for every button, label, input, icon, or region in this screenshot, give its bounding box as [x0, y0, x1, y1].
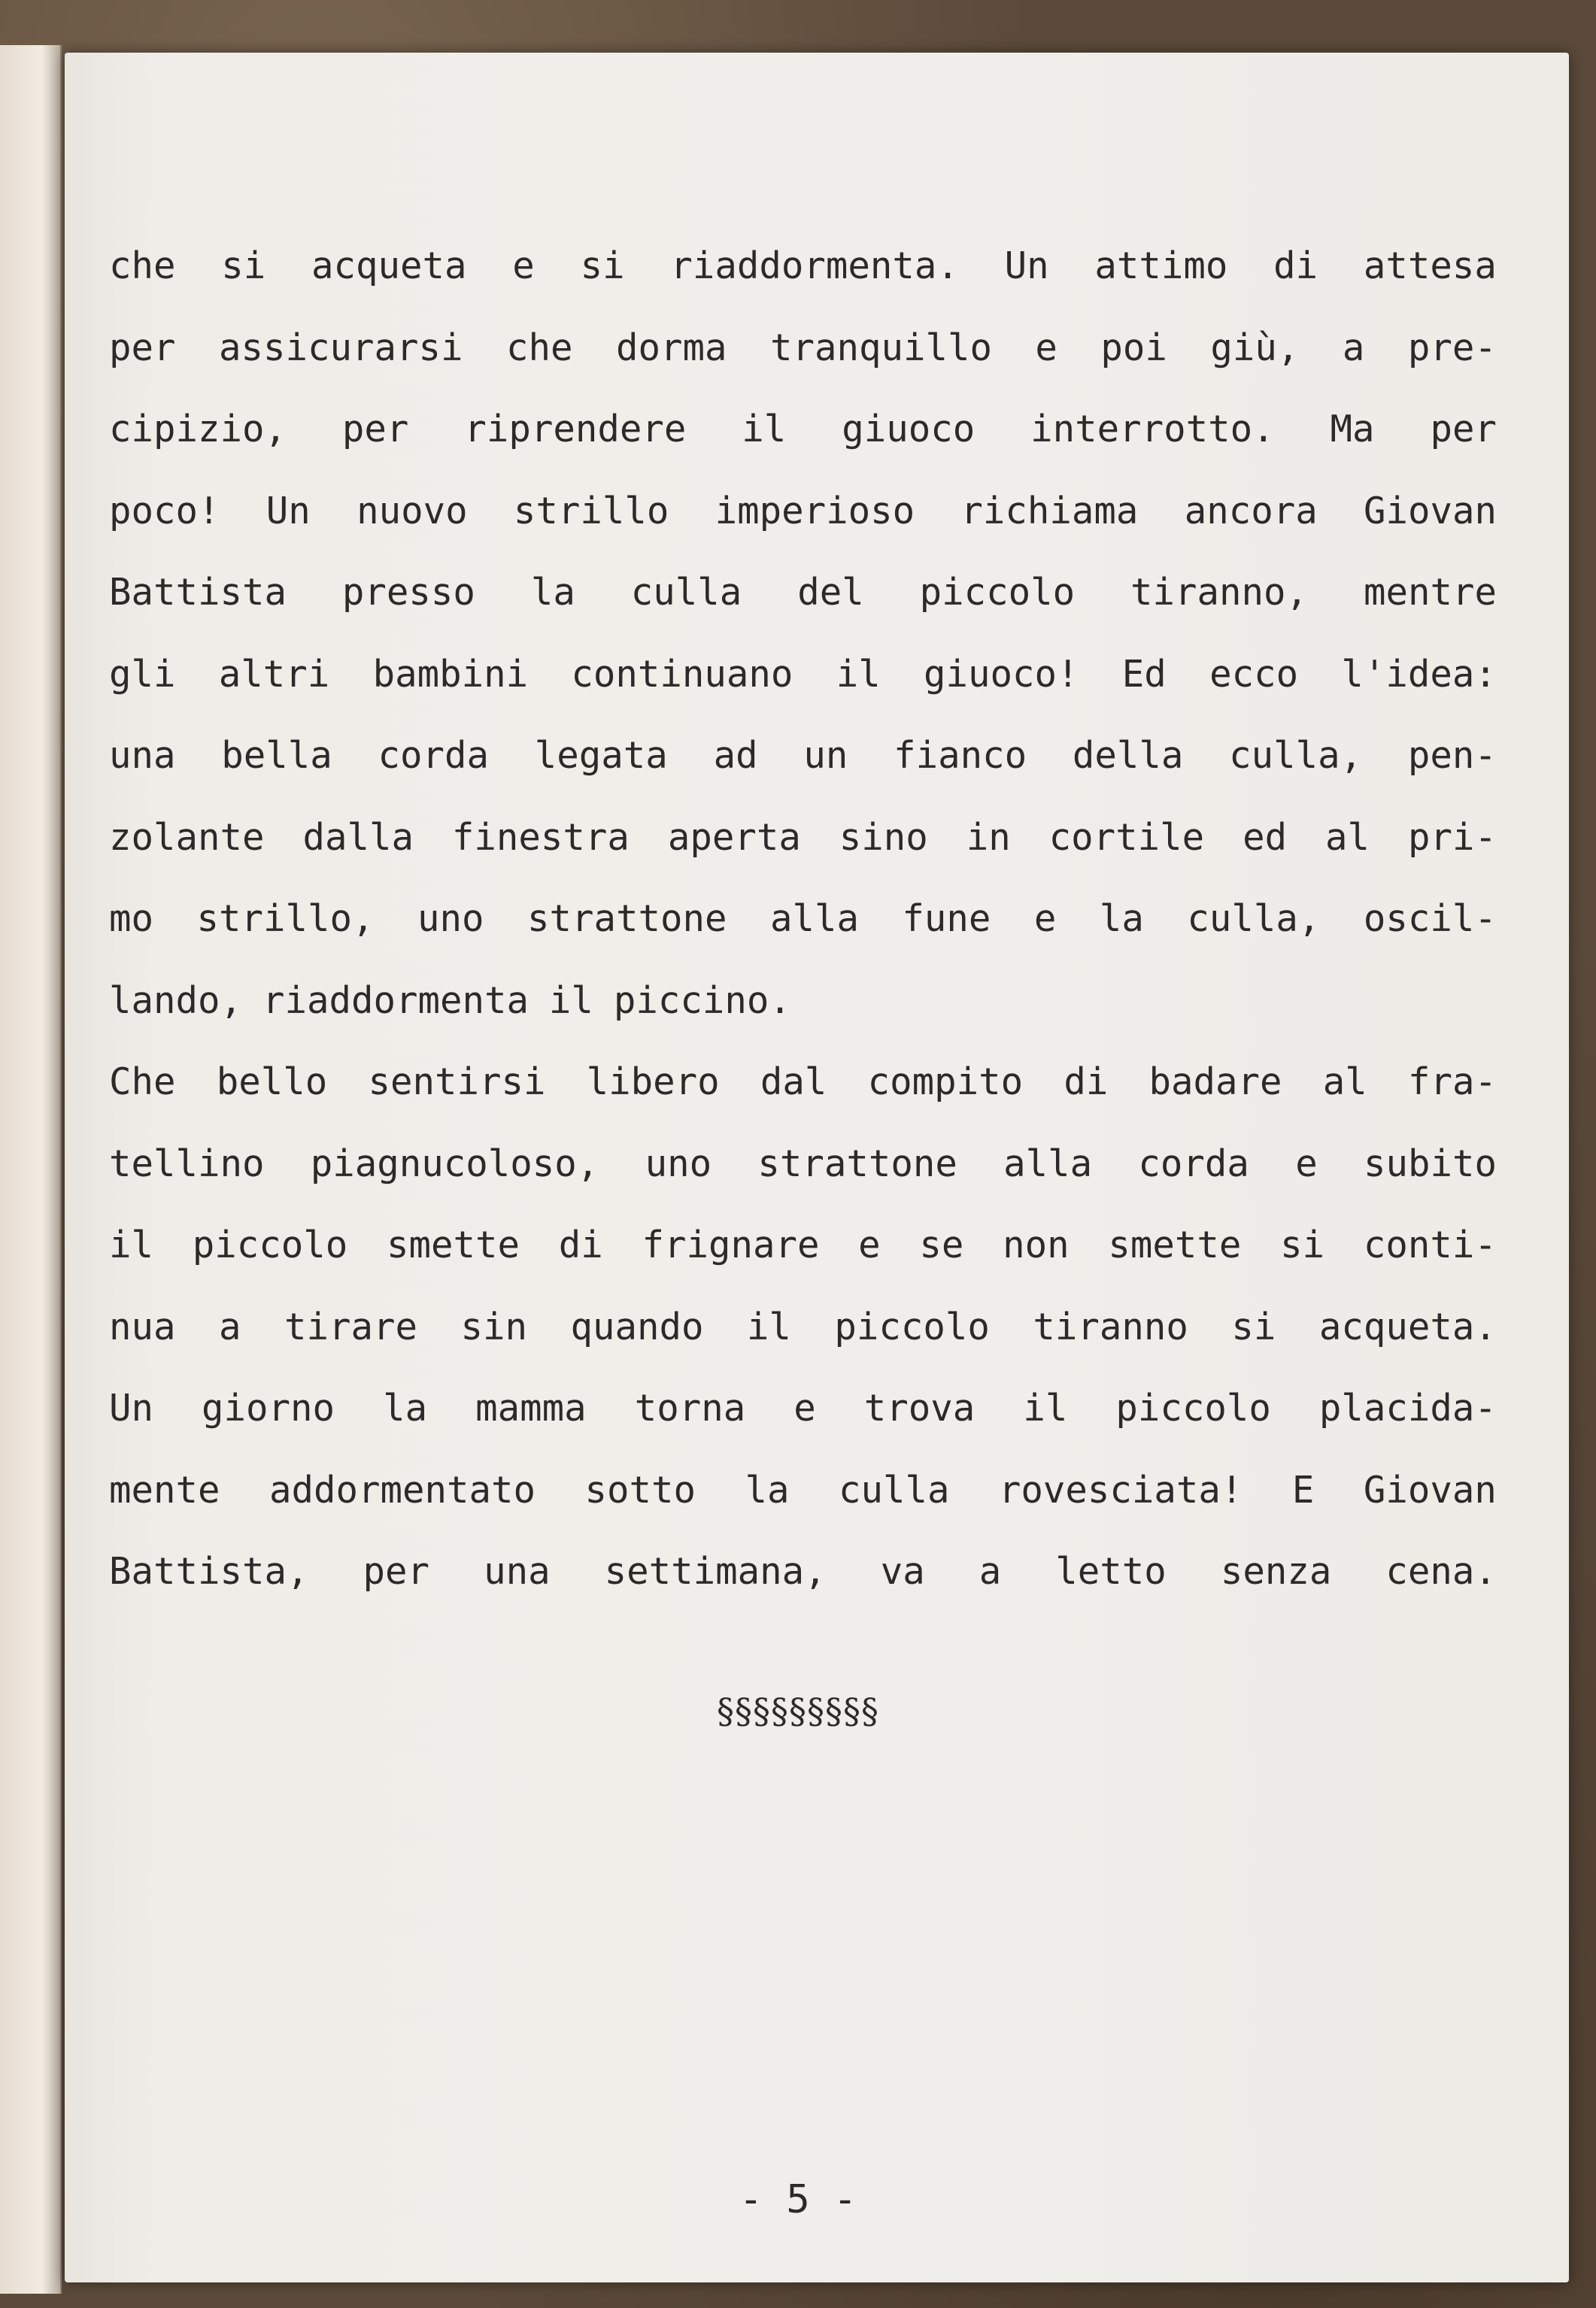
word: smette: [386, 1224, 520, 1266]
word: che: [109, 244, 176, 287]
word: sotto: [584, 1468, 696, 1512]
word: la: [745, 1468, 790, 1512]
word: uno: [417, 897, 484, 940]
word: smette: [1108, 1224, 1242, 1266]
word: fra-: [1407, 1060, 1497, 1103]
word: fune: [902, 897, 991, 940]
word: legata: [534, 734, 668, 777]
word: cipizio,: [109, 408, 287, 450]
word: cena.: [1385, 1550, 1497, 1593]
word: poco!: [109, 489, 220, 532]
word: di: [1273, 244, 1318, 287]
word: cortile: [1048, 815, 1205, 859]
word: piccolo: [192, 1224, 348, 1266]
word: pri-: [1407, 815, 1497, 859]
word: il: [746, 1305, 791, 1348]
word: dalla: [302, 815, 414, 859]
text-line: [109, 1124, 1497, 1206]
word: si: [221, 244, 266, 287]
word: e: [793, 1387, 816, 1430]
word: riprendere: [464, 408, 687, 450]
word: oscil-: [1363, 897, 1497, 940]
word: tranquillo: [769, 326, 992, 369]
word: culla,: [1187, 897, 1321, 940]
word: il: [1023, 1387, 1068, 1430]
word: libero: [586, 1060, 720, 1103]
word: e: [1035, 326, 1057, 369]
word: una: [109, 734, 176, 777]
word: il: [548, 978, 593, 1022]
word: per: [1430, 408, 1497, 450]
word: del: [797, 571, 864, 614]
word: tiranno: [1033, 1305, 1188, 1348]
word: aperta: [667, 815, 801, 859]
word: per: [363, 1550, 430, 1593]
word: lando,: [109, 978, 243, 1022]
text-line: [109, 797, 1497, 879]
text-line: [109, 471, 1497, 553]
text-line: [109, 1042, 1497, 1124]
word: se: [919, 1224, 964, 1266]
word: culla: [838, 1468, 950, 1512]
word: sino: [839, 815, 928, 859]
word: riaddormenta.: [670, 244, 959, 287]
text-line: [109, 634, 1497, 716]
word: e: [858, 1224, 881, 1266]
word: dal: [760, 1060, 827, 1103]
word: si: [580, 244, 625, 287]
word: strillo,: [196, 897, 375, 940]
word: letto: [1055, 1550, 1167, 1593]
word: per: [109, 326, 176, 369]
word: senza: [1220, 1550, 1332, 1593]
word: fianco: [894, 734, 1027, 777]
word: mente: [109, 1468, 220, 1512]
word: al: [1322, 1060, 1367, 1103]
word: culla: [630, 571, 742, 614]
word: piccino.: [613, 978, 791, 1022]
word: placida-: [1318, 1387, 1497, 1430]
word: strattone: [526, 897, 727, 940]
facing-page-edge: [0, 45, 62, 2294]
text-line: [109, 226, 1497, 308]
text-line: [109, 552, 1497, 634]
word: la: [1099, 897, 1144, 940]
word: al: [1325, 815, 1370, 859]
word: badare: [1148, 1060, 1282, 1103]
word: e: [512, 244, 535, 287]
word: mentre: [1363, 571, 1497, 614]
word: Battista,: [109, 1550, 309, 1593]
word: Un: [265, 489, 311, 532]
word: il: [109, 1224, 154, 1266]
word: per: [341, 408, 409, 450]
text-line: [109, 1531, 1497, 1613]
word: a: [1342, 326, 1365, 369]
word: bello: [216, 1060, 328, 1103]
text-line: [109, 1287, 1497, 1369]
word: Che: [109, 1060, 176, 1103]
word: quando: [570, 1305, 704, 1348]
word: piagnucoloso,: [310, 1142, 599, 1185]
word: ad: [713, 734, 758, 777]
word: attimo: [1094, 244, 1228, 287]
word: sentirsi: [368, 1060, 546, 1103]
word: il: [836, 652, 881, 696]
word: assicurarsi: [218, 326, 463, 369]
word: rovesciata!: [998, 1468, 1243, 1512]
text-line: [109, 1450, 1497, 1532]
word: giuoco!: [923, 652, 1079, 696]
word: alla: [769, 897, 859, 940]
word: il: [742, 408, 787, 450]
word: Giovan: [1363, 1468, 1497, 1512]
text-line: [109, 960, 1497, 1042]
word: nua: [109, 1305, 176, 1348]
word: corda: [378, 734, 490, 777]
text-line: [109, 1368, 1497, 1450]
word: la: [530, 571, 575, 614]
word: ecco: [1209, 652, 1299, 696]
word: giuoco: [842, 408, 976, 450]
word: a: [218, 1305, 241, 1348]
word: frignare: [642, 1224, 820, 1266]
word: in: [966, 815, 1011, 859]
word: Giovan: [1363, 489, 1497, 532]
word: pen-: [1407, 734, 1497, 777]
word: giorno: [202, 1387, 335, 1430]
word: finestra: [451, 815, 630, 859]
word: torna: [634, 1387, 746, 1430]
word: Ma: [1330, 408, 1375, 450]
word: l'idea:: [1341, 652, 1497, 696]
page-number: - 5 -: [739, 2177, 857, 2222]
word: poi: [1100, 326, 1167, 369]
word: dorma: [615, 326, 727, 369]
word: addormentato: [269, 1468, 536, 1512]
word: acqueta.: [1318, 1305, 1497, 1348]
word: Battista: [109, 571, 287, 614]
word: che: [505, 326, 573, 369]
word: riaddormenta: [262, 978, 529, 1022]
word: attesa: [1363, 244, 1497, 287]
word: strattone: [757, 1142, 957, 1185]
word: Un: [1004, 244, 1049, 287]
text-line: [109, 389, 1497, 471]
word: richiama: [960, 489, 1139, 532]
word: nuovo: [357, 489, 468, 532]
word: una: [484, 1550, 551, 1593]
word: interrotto.: [1030, 408, 1275, 450]
word: uno: [645, 1142, 712, 1185]
word: presso: [341, 571, 475, 614]
word: un: [803, 734, 848, 777]
text-line: [109, 715, 1497, 797]
word: sin: [460, 1305, 527, 1348]
word: a: [979, 1550, 1002, 1593]
word: di: [558, 1224, 603, 1266]
word: subito: [1363, 1142, 1497, 1185]
word: alla: [1003, 1142, 1093, 1185]
word: pre-: [1407, 326, 1497, 369]
word: mamma: [475, 1387, 587, 1430]
word: corda: [1138, 1142, 1249, 1185]
word: Un: [109, 1387, 154, 1430]
section-divider: §§§§§§§§§: [717, 1691, 879, 1731]
word: non: [1003, 1224, 1070, 1266]
word: tiranno,: [1130, 571, 1309, 614]
word: bella: [221, 734, 332, 777]
word: continuano: [571, 652, 793, 696]
word: mo: [109, 897, 154, 940]
word: si: [1280, 1224, 1325, 1266]
word: tellino: [109, 1142, 265, 1185]
word: piccolo: [919, 571, 1076, 614]
word: giù,: [1210, 326, 1300, 369]
word: settimana,: [604, 1550, 827, 1593]
word: acqueta: [311, 244, 467, 287]
word: e: [1033, 897, 1057, 940]
word: gli: [109, 652, 176, 696]
word: la: [383, 1387, 428, 1430]
word: conti-: [1363, 1224, 1497, 1266]
word: piccolo: [834, 1305, 990, 1348]
word: strillo: [513, 489, 669, 532]
text-line: [109, 308, 1497, 390]
word: e: [1295, 1142, 1318, 1185]
word: ancora: [1184, 489, 1318, 532]
word: si: [1231, 1305, 1276, 1348]
word: E: [1291, 1468, 1315, 1512]
word: tirare: [284, 1305, 417, 1348]
word: va: [880, 1550, 925, 1593]
word: ed: [1243, 815, 1288, 859]
text-line: [109, 878, 1497, 960]
word: trova: [863, 1387, 976, 1430]
word: culla,: [1229, 734, 1363, 777]
word: della: [1072, 734, 1184, 777]
word: piccolo: [1115, 1387, 1271, 1430]
word: bambini: [372, 652, 529, 696]
text-line: [109, 1205, 1497, 1287]
word: zolante: [109, 815, 265, 859]
word: di: [1063, 1060, 1109, 1103]
body-text: [109, 226, 1497, 1613]
word: altri: [218, 652, 330, 696]
word: Ed: [1121, 652, 1167, 696]
word: compito: [867, 1060, 1024, 1103]
word: imperioso: [715, 489, 915, 532]
